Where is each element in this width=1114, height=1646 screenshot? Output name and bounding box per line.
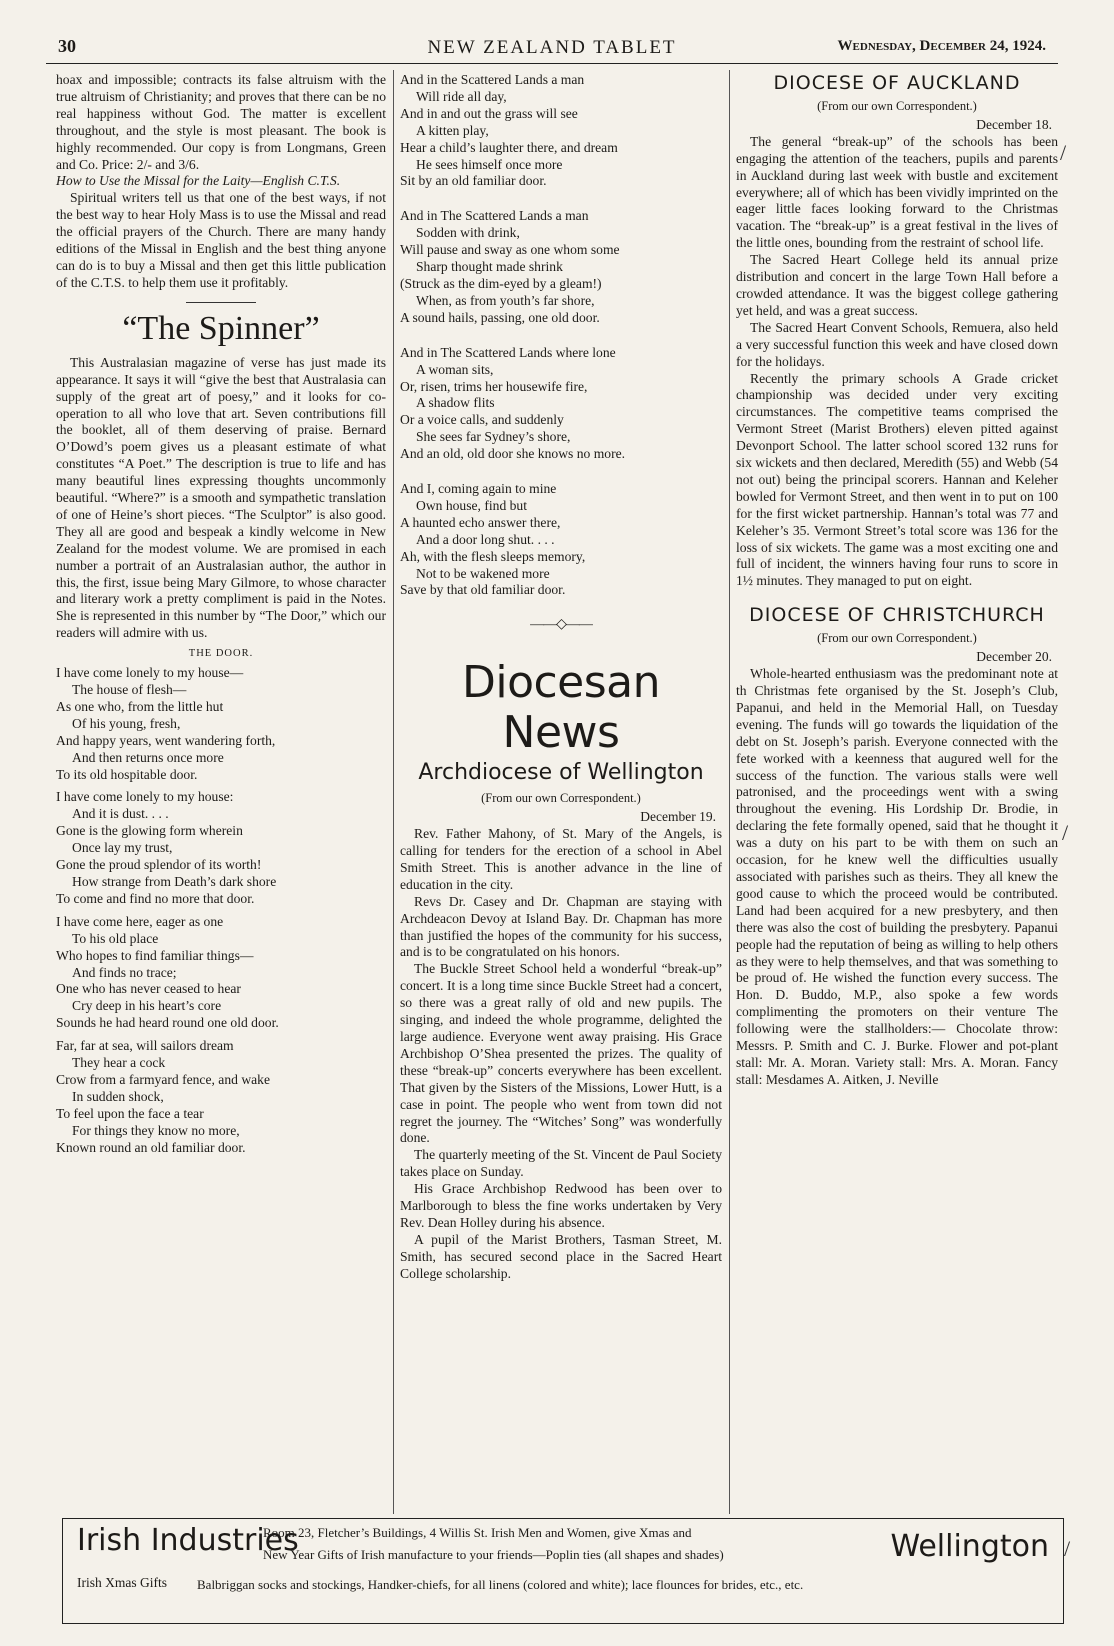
review-paragraph: hoax and impossible; contracts its false altruism with the true altruism of Christianity; and proves that there can be no real happiness without God. The matter is excellent throughout, and the style is most pleasant. The book is highly recommended. Our copy is from Longmans, Green and Co. Price: 2/- and 3/6. [56, 72, 386, 172]
page-header [46, 24, 1058, 64]
poem-line: Save by that old familiar door. [400, 582, 566, 598]
margin-mark: / [1060, 140, 1067, 165]
poem-line: Or, risen, trims her housewife fire, [400, 378, 588, 394]
column-1 [56, 72, 386, 1162]
poem-line: And in the Scattered Lands a man [400, 72, 585, 87]
news-paragraph: The Sacred Heart Convent Schools, Remuera, also held a very successful function this week and have closed down for the holidays. [736, 319, 1058, 369]
poem-line: In sudden shock, [72, 1088, 164, 1104]
poem-stanza [56, 665, 386, 783]
poem-line: Who hopes to find familiar things— [56, 947, 254, 963]
archdiocese-heading: Archdiocese of Wellington [418, 760, 704, 786]
poem-line: Sodden with drink, [416, 225, 520, 241]
poem-line: Crow from a farmyard fence, and wake [56, 1071, 271, 1087]
poem-line: A woman sits, [416, 361, 494, 377]
spinner-heading: “The Spinner” [122, 309, 320, 347]
poem-line: I have come here, eager as one [56, 913, 224, 929]
dateline: December 18. [976, 116, 1052, 132]
poem-line: Of his young, fresh, [72, 715, 181, 731]
correspondent-note: (From our own Correspondent.) [817, 631, 977, 646]
news-paragraph: The general “break-up” of the schools has been engaging the attention of the teachers, pupils and parents in Auckland during last week with bustle and excitement everywhere; all of which has been vividly imprinted on the eager little faces looking forward to the Christmas vacation. The “break-up” is a great festival in the lives of the little ones, bounding from the restraint of school life. [736, 133, 1058, 251]
poem-the-door-part-1 [56, 665, 386, 1156]
publication-title: NEW ZEALAND TABLET [427, 37, 677, 58]
poem-stanza [56, 1038, 386, 1156]
poem-line: Once lay my trust, [72, 840, 173, 856]
irish-industries-advert [62, 1518, 1064, 1624]
poem-line: To feel upon the face a tear [56, 1105, 204, 1121]
section-ornament: ——◇—— [530, 617, 592, 633]
poem-line: Gone the proud splendor of its worth! [56, 857, 262, 873]
news-paragraph: Rev. Father Mahony, of St. Mary of the Angels, is calling for tenders for the erection of a school in Abel Smith Street. This is another advance in the line of education in the city. [400, 826, 722, 892]
poem-line: And finds no trace; [72, 964, 177, 980]
poem-title: THE DOOR. [188, 648, 254, 660]
poem-stanza [56, 914, 386, 1032]
poem-stanza [400, 72, 722, 190]
column-divider [393, 70, 394, 1514]
poem-line: A sound hails, passing, one old door. [400, 309, 600, 325]
poem-line: I have come lonely to my house— [56, 665, 244, 681]
poem-line: He sees himself once more [416, 156, 563, 172]
news-paragraph: Revs Dr. Casey and Dr. Chapman are staying with Archdeacon Devoy at Island Bay. Dr. Chapman has more than justified the hopes of the community for his success, and is to be congratulated on his honors. [400, 893, 722, 960]
news-paragraph: His Grace Archbishop Redwood has been over to Marlborough to bless the fine works undertaken by Very Rev. Dean Holley during his absence. [400, 1181, 722, 1230]
poem-the-door-part-2 [400, 72, 722, 599]
section-rule [186, 302, 256, 303]
poem-line: Ah, with the flesh sleeps memory, [400, 548, 586, 564]
poem-line: Far, far at sea, will sailors dream [56, 1038, 234, 1054]
poem-line: Will pause and sway as one whom some [400, 242, 620, 258]
dateline: December 20. [976, 649, 1052, 665]
poem-line: How strange from Death’s dark shore [72, 873, 277, 889]
dateline: December 19. [640, 809, 716, 825]
poem-line: To his old place [72, 930, 159, 946]
poem-line: (Struck as the dim-eyed by a gleam!) [400, 275, 602, 291]
poem-line: And an old, old door she knows no more. [400, 446, 626, 462]
poem-line: Sounds he had heard round one old door. [56, 1015, 279, 1031]
poem-line: Not to be wakened more [416, 565, 550, 581]
poem-line: For things they know no more, [72, 1122, 240, 1138]
page-number: 30 [58, 36, 76, 56]
margin-mark: / [1064, 1536, 1071, 1561]
poem-stanza [400, 481, 722, 599]
advert-name: Irish Industries [77, 1523, 299, 1558]
poem-line: Own house, find but [416, 497, 528, 513]
poem-line: And a door long shut. . . . [416, 531, 555, 547]
poem-line: When, as from youth’s far shore, [416, 292, 595, 308]
poem-line: And then returns once more [72, 749, 224, 765]
poem-line: Sharp thought made shrink [416, 259, 563, 275]
poem-line: She sees far Sydney’s shore, [416, 429, 571, 445]
margin-mark: / [1062, 820, 1069, 845]
poem-line: And in and out the grass will see [400, 105, 578, 121]
news-paragraph: Recently the primary schools A Grade cricket championship was decided under very exciting circumstances. The competitive teams comprised the Vermont Street (Marist Brothers) eleven pitted against Devonport School. The latter school scored 132 runs for six wickets and then declared, Meredith (55) and Webb (54 not out) being the principal scorers. Hannan and Keleher bowled for Vermont Street, and then went in to put on 100 for the first wicket partnership. Hannan’s total was 77 and Keleher’s 35. Vermont Street’s total score was 136 for the loss of six wickets. The game was a most exciting one and full of incident, the winners having four runs to score in 1½ minutes. They managed to put on eight. [736, 370, 1058, 589]
spinner-paragraph: This Australasian magazine of verse has just made its appearance. It says it will “give the best that Australasia can supply of the great art of poesy,” and it looks for co-operation to all who love that art. Seven contributions fill the booklet, all of them deserving of praise. Bernard O’Dowd’s poem gives us a pleasant estimate of what constitutes “A Poet.” The description is true to life and has many beautiful lines expressing thoughts uncommonly beautiful. “Where?” is a smooth and sympathetic translation of one of Heine’s short pieces. “The Sculptor” is also good. They all are good and bespeak a kindly welcome in New Zealand for the modest volume. We are promised in each number a portrait of an Australasian author, the author in this, the first, issue being Mary Gilmore, to whose character and literary work a pretty compliment is paid in the Notes. She is represented in this number by “The Door,” which our readers will admire with us. [56, 354, 386, 641]
advert-gifts: Irish Xmas Gifts [77, 1575, 167, 1590]
advert-address: Room 23, Fletcher’s Buildings, 4 Willis St. Irish Men and Women, give Xmas and [263, 1525, 692, 1540]
poem-line: Sit by an old familiar door. [400, 173, 547, 189]
poem-line: Known round an old familiar door. [56, 1139, 246, 1155]
correspondent-note: (From our own Correspondent.) [817, 99, 977, 113]
poem-line: Cry deep in his heart’s core [72, 998, 222, 1014]
poem-line: To its old hospitable door. [56, 766, 198, 782]
poem-line: And I, coming again to mine [400, 481, 557, 497]
poem-line: Gone is the glowing form wherein [56, 823, 243, 839]
poem-stanza [400, 208, 722, 326]
poem-line: To come and find no more that door. [56, 890, 255, 906]
poem-line: A shadow flits [416, 395, 495, 411]
correspondent-note: (From our own Correspondent.) [481, 791, 641, 806]
poem-line: The house of flesh— [72, 682, 187, 697]
poem-stanza [56, 789, 386, 907]
news-paragraph: The Sacred Heart College held its annual prize distribution and concert in the large Town Hall before a crowded attendance. It was the biggest college gathering yet held, and was a great success. [736, 252, 1058, 318]
advert-city: Wellington [890, 1529, 1049, 1564]
column-3 [736, 72, 1058, 1089]
poem-line: A kitten play, [416, 122, 489, 138]
poem-line: Or a voice calls, and suddenly [400, 412, 564, 428]
review-heading: How to Use the Missal for the Laity—English C.T.S. [56, 173, 341, 189]
poem-line: Hear a child’s laughter there, and dream [400, 139, 618, 155]
poem-line: Will ride all day, [416, 88, 507, 104]
advert-line: New Year Gifts of Irish manufacture to your friends—Poplin ties (all shapes and shades) [263, 1547, 724, 1562]
advert-line: Balbriggan socks and stockings, Handker-chiefs, for all linens (colored and white); lace flounces for brides, etc., etc. [197, 1577, 804, 1592]
poem-line: I have come lonely to my house: [56, 789, 234, 805]
column-2 [400, 72, 722, 1283]
poem-line: One who has never ceased to hear [56, 981, 241, 997]
poem-line: And it is dust. . . . [72, 806, 169, 822]
column-divider [729, 70, 730, 1514]
poem-line: They hear a cock [72, 1055, 166, 1071]
diocesan-news-heading: Diocesan News [461, 657, 661, 759]
review-paragraph: Spiritual writers tell us that one of the best ways, if not the best way to hear Holy Mass is to use the Missal and read the official prayers of the Church. There are many handy editions of the Missal in English and the best thing anyone can do is to buy a Missal and then get this little publication of the C.T.S. to help them use it profitably. [56, 190, 386, 290]
news-paragraph: A pupil of the Marist Brothers, Tasman Street, M. Smith, has secured second place in the Sacred Heart College scholarship. [400, 1231, 722, 1281]
auckland-heading: DIOCESE OF AUCKLAND [773, 72, 1021, 94]
news-paragraph: The quarterly meeting of the St. Vincent de Paul Society takes place on Sunday. [400, 1147, 722, 1180]
poem-line: A haunted echo answer there, [400, 514, 561, 530]
poem-stanza [400, 345, 722, 463]
poem-line: And in The Scattered Lands a man [400, 208, 589, 224]
issue-date: Wednesday, December 24, 1924. [837, 38, 1046, 54]
poem-line: As one who, from the little hut [56, 698, 224, 714]
poem-line: And happy years, went wandering forth, [56, 732, 276, 748]
news-paragraph: Whole-hearted enthusiasm was the predominant note at th Christmas fete organised by the St. Joseph’s Club, Papanui, and held in the Memorial Hall, on Tuesday evening. The funds will go towards the liquidation of the debt on St. Joseph’s parish. Everyone connected with the fete worked with a keenness that augured well for the success of the function. The various stalls were well patronised, and the proceedings went with a swing throughout the evening. His Lordship Dr. Brodie, in declaring the fete formally opened, said that he thought it was a duty on his part to be with them on such an occasion, for he knew well the difficulties usually associated with parishes such as theirs. They all knew the good cause to which the proceed would be contributed. Land had been acquired for a new presbytery, and then there was also the cost of building the presbytery. Papanui people had the reputation of being as willing to help others as they were to help themselves, and that was something to be proud of. He wished the function every success. The Hon. D. Buddo, M.P., also spoke a few words complimenting the promoters on their venture The following were the stallholders:— Chocolate throw: Messrs. P. Smith and C. J. Burke. Flower and pot-plant stall: Mr. A. Moran. Variety stall: Mrs. A. Moran. Fancy stall: Mesdames A. Aitken, J. Neville [736, 666, 1058, 1087]
christchurch-heading: DIOCESE OF CHRISTCHURCH [749, 604, 1045, 627]
news-paragraph: The Buckle Street School held a wonderful “break-up” concert. It is a long time since Buckle Street had a concert, so there was a great rally of old and new pupils. The singing, and indeed the whole programme, delighted the large audience. Everyone went away praising. His Grace Archbishop O’Shea presented the prizes. The quality of these “break-up” concerts everywhere has been excellent. That given by the Sisters of the Missions, Lower Hutt, is a case in point. The people who went from town did not regret the journey. The “Witches’ Song” was wonderfully done. [400, 961, 722, 1146]
poem-line: And in The Scattered Lands where lone [400, 344, 616, 360]
